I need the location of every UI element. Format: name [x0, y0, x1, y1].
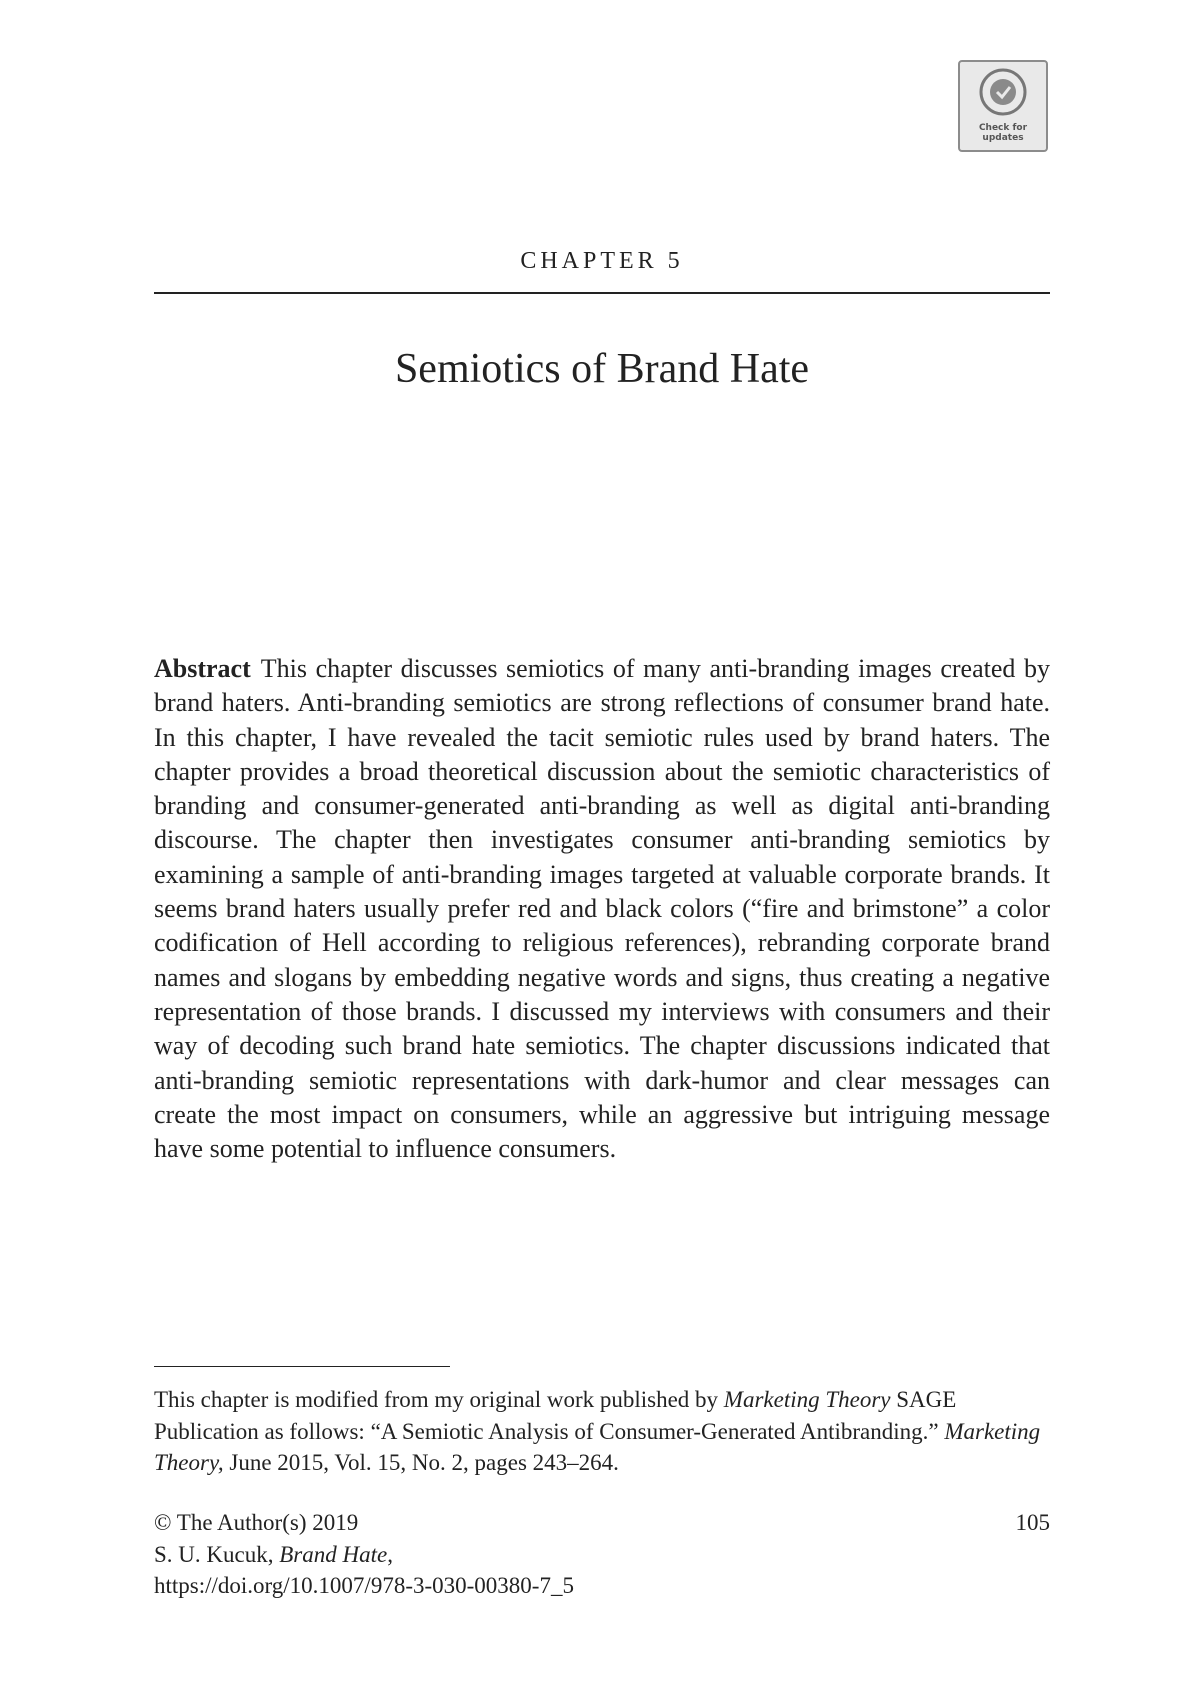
footnote-divider [154, 1366, 450, 1367]
copyright: © The Author(s) 2019 [154, 1510, 359, 1535]
footnote-part-2: SAGE Publication as follows: “A Semiotic Analysis of Consumer-Generated Antibranding.” [154, 1387, 957, 1444]
footnote-journal-1: Marketing Theory [723, 1387, 891, 1412]
chapter-label: CHAPTER 5 [520, 248, 684, 274]
page-footer [154, 1507, 1050, 1602]
citation-comma: , [387, 1541, 393, 1567]
chapter-title: Semiotics of Brand Hate [394, 346, 810, 392]
check-for-updates-badge[interactable] [958, 60, 1048, 152]
header-divider [154, 292, 1050, 294]
abstract-text: This chapter discusses semiotics of many anti-branding images created by brand haters. Anti-branding semiotics are strong reflections of consumer brand hate. In this chapter, I have revealed the tacit semiotic rules used by brand haters. The chapter provides a broad theoretical discussion about the semiotic characteristics of branding and consumer-generated anti-branding as well as digital anti-branding discourse. The chapter then investigates consumer anti-branding semiotics by examining a sample of anti-branding images targeted at valuable corporate brands. It seems brand haters usually prefer red and black colors (“fire and brimstone” a color codification of Hell according to religious references), rebranding corporate brand names and slogans by embedding negative words and signs, thus creating a negative representation of those brands. I discussed my interviews with consumers and their way of decoding such brand hate semiotics. The chapter discussions indicated that anti-branding semiotic representations with dark-humor and clear messages can create the most impact on consumers, while an aggressive but intriguing message have some potential to influence consumers. [154, 654, 1050, 1164]
abstract-label: Abstract [154, 654, 251, 683]
badge-line-2: updates [982, 133, 1024, 143]
check-for-updates-icon [978, 67, 1028, 117]
page-number: 105 [1015, 1510, 1050, 1535]
footnote-journal-2: Marketing Theory, [154, 1418, 1041, 1475]
footnote-part-3: June 2015, Vol. 15, No. 2, pages 243–264. [223, 1450, 619, 1475]
citation-author: S. U. Kucuk, [154, 1541, 280, 1567]
footnote [154, 1384, 1050, 1479]
citation-book-title: Brand Hate [279, 1541, 388, 1567]
doi-link[interactable]: https://doi.org/10.1007/978-3-030-00380-7_5 [154, 1573, 574, 1598]
badge-line-1: Check for [978, 123, 1028, 133]
citation [154, 1539, 1050, 1571]
footnote-part-1: This chapter is modified from my original work published by [154, 1387, 724, 1412]
abstract [154, 652, 1050, 1166]
